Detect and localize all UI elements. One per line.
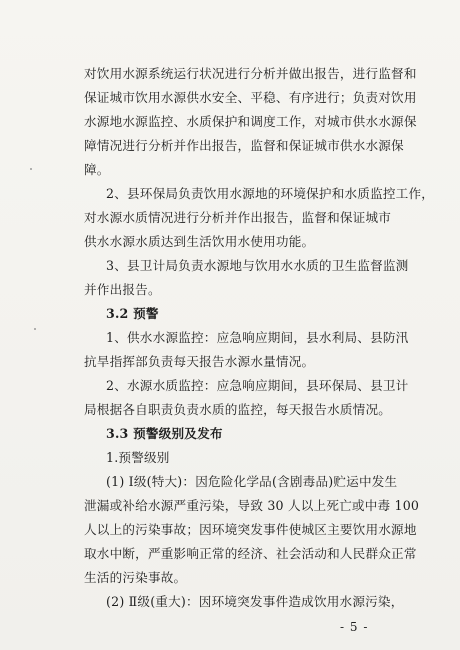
body-text-line: 2、县环保局负责饮用水源地的环境保护和水质监控工作， xyxy=(106,186,435,201)
body-text-line: 2、水源水质监控：应急响应期间，县环保局、县卫计 xyxy=(106,378,409,393)
body-text-line: 保证城市饮用水源供水安全、平稳、有序进行；负责对饮用 xyxy=(84,90,417,105)
body-text-line: (2) Ⅱ级(重大)：因环境突发事件造成饮用水源污染， xyxy=(106,594,404,609)
body-text-line: 对饮用水源系统运行状况进行分析并做出报告，进行监督和 xyxy=(84,66,417,81)
body-text-line: 供水水源水质达到生活饮用水使用功能。 xyxy=(84,234,315,249)
body-text-line: 3、县卫计局负责水源地与饮用水水质的卫生监督监测 xyxy=(106,258,409,273)
body-text-line: 泄漏或补给水源严重污染，导致 30 人以上死亡或中毒 100 xyxy=(84,498,420,513)
body-text-line: 局根据各自职责负责水质的监控，每天报告水质情况。 xyxy=(84,402,392,417)
body-text-line: 并作出报告。 xyxy=(84,282,161,297)
body-text-line: 对水源水质情况进行分析并作出报告，监督和保证城市 xyxy=(84,210,392,225)
body-text-line: 生活的污染事故。 xyxy=(84,570,187,585)
body-text-line: 抗旱指挥部负责每天报告水源水量情况。 xyxy=(84,354,315,369)
body-text-line: (1) Ⅰ级(特大)：因危险化学品(含剧毒品)贮运中发生 xyxy=(106,474,398,489)
section-heading: 3.2 预警 xyxy=(106,306,159,321)
body-text-line: 障情况进行分析并作出报告，监督和保证城市供水水源保 xyxy=(84,138,404,153)
section-heading: 3.3 预警级别及发布 xyxy=(106,426,223,441)
body-text-line: 障。 xyxy=(84,162,110,177)
subsection-heading: 1.预警级别 xyxy=(106,450,170,465)
body-text-line: 水源地水源监控、水质保护和调度工作，对城市供水水源保 xyxy=(84,114,417,129)
body-text-line: 人以上的污染事故；因环境突发事件使城区主要饮用水源地 xyxy=(84,522,417,537)
scan-speck xyxy=(34,328,36,330)
scan-speck xyxy=(30,168,32,170)
page-number: - 5 - xyxy=(340,620,369,634)
body-text-line: 取水中断，严重影响正常的经济、社会活动和人民群众正常 xyxy=(84,546,417,561)
body-text-line: 1、供水水源监控：应急响应期间，县水利局、县防汛 xyxy=(106,330,409,345)
